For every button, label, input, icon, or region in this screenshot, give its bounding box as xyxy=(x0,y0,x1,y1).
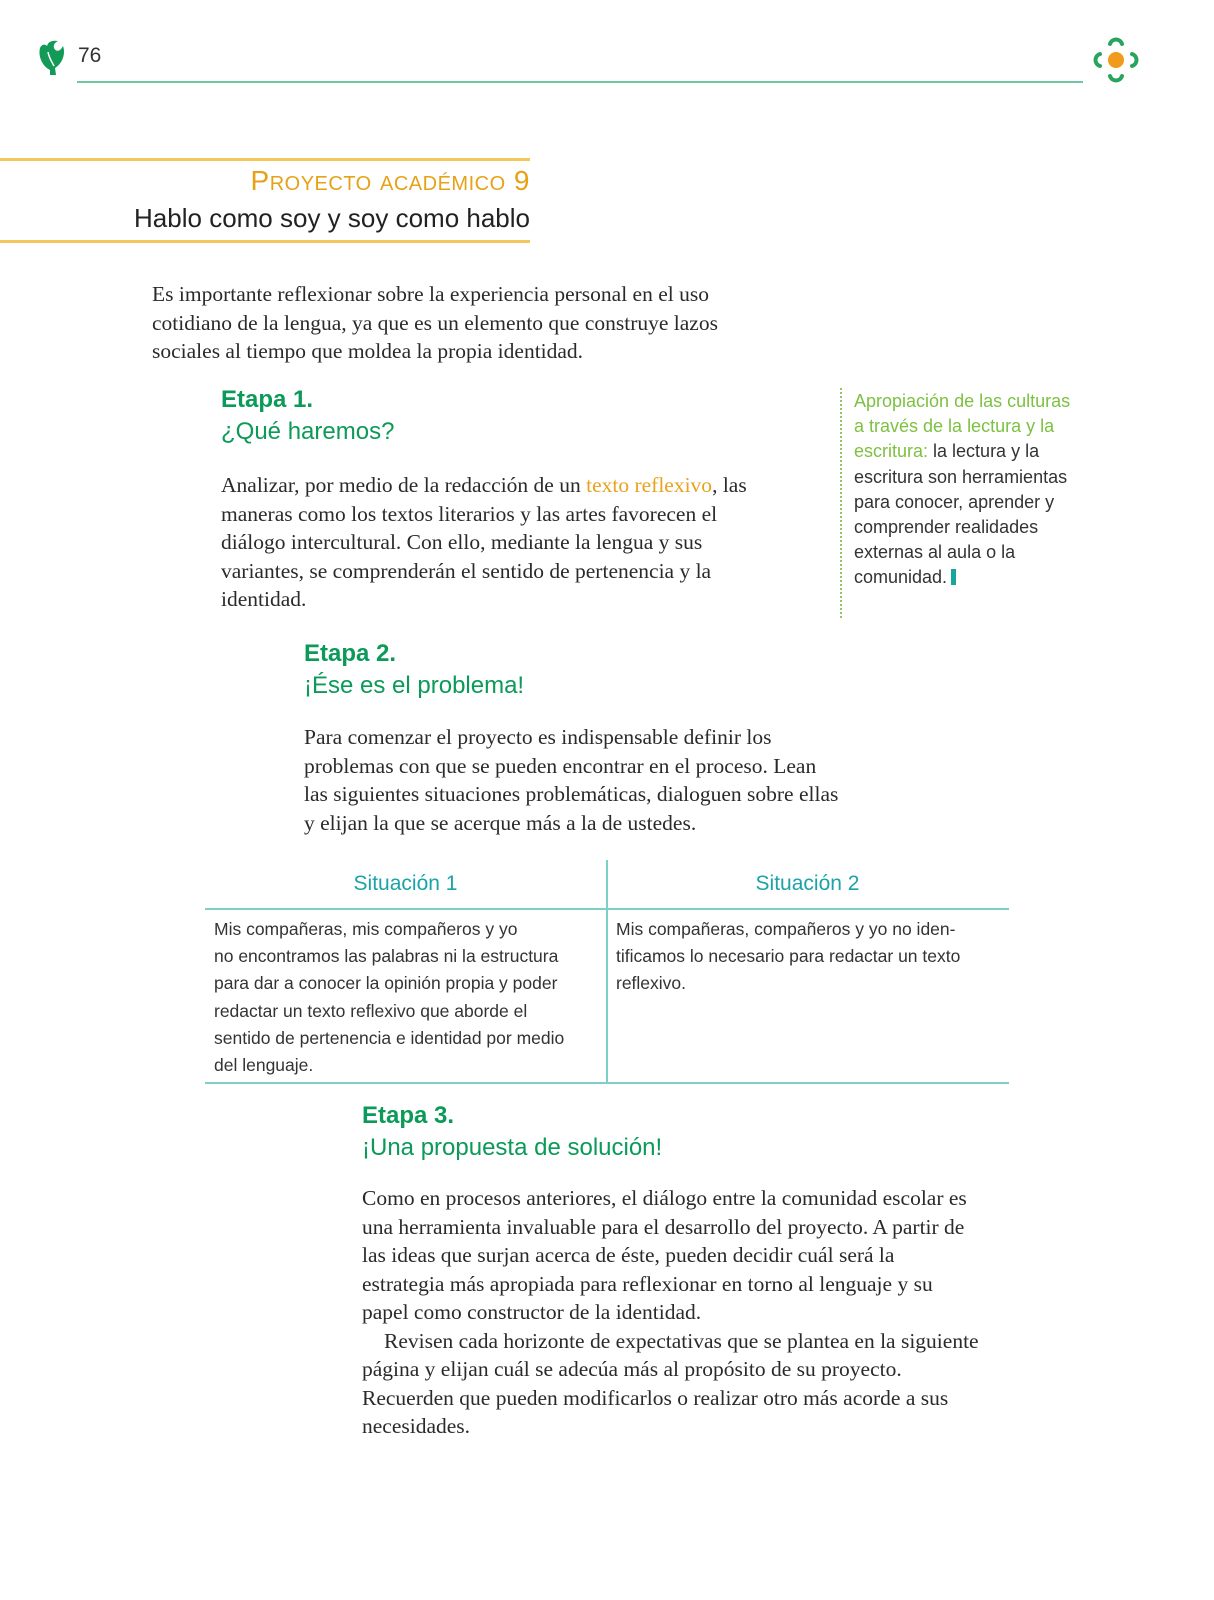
situation-1-cell xyxy=(214,916,599,1079)
situation-1-line: no encontramos las palabras ni la estructura xyxy=(214,946,559,967)
stage-2-heading: Etapa 2. xyxy=(304,640,397,667)
stage-3-heading: Etapa 3. xyxy=(362,1102,455,1129)
situation-1-line: sentido de pertenencia e identidad por medio xyxy=(214,1027,565,1048)
situation-1-line: redactar un texto reflexivo que aborde el xyxy=(214,1000,528,1021)
stage-3-subheading: ¡Una propuesta de solución! xyxy=(362,1134,663,1161)
stage-2-subheading: ¡Ése es el problema! xyxy=(304,672,525,699)
header-rule xyxy=(77,81,1083,83)
situations-table xyxy=(205,860,1009,1084)
situation-2-line: Mis compañeras, compañeros y yo no iden- xyxy=(616,919,956,939)
stage-2-paragraph: Para comenzar el proyecto es indispensable definir los problemas con que se pueden encontrar en el proceso. Lean las siguientes situaciones problemáticas, dialoguen sobre ellas y elijan la que se acerque más a la de ustedes. xyxy=(304,725,839,835)
project-kicker: Proyecto académico 9 xyxy=(250,165,530,196)
hand-leaf-icon xyxy=(36,40,68,76)
situation-1-header: Situación 1 xyxy=(353,872,458,895)
end-mark-icon xyxy=(951,569,956,585)
stage-3-text xyxy=(362,1184,982,1441)
stage-2-heading-block xyxy=(304,638,524,702)
situation-1-line: para dar a conocer la opinión propia y poder xyxy=(214,973,558,994)
situation-2-line: tificamos lo necesario para redactar un texto xyxy=(616,946,961,967)
situation-1-line: Mis compañeras, mis compañeros y yo xyxy=(214,919,518,939)
banner-rule-bottom xyxy=(0,240,530,243)
table-bottom-rule xyxy=(205,1082,1009,1084)
stage-1-paragraph xyxy=(221,471,781,614)
sidebar-title: Apropiación de las culturas a través de la lectura y la escritura: xyxy=(854,391,1071,462)
sidebar-body: la lectura y la escritura son herramientas para conocer, aprender y comprender realidades externas al aula o la comunidad. xyxy=(854,441,1068,588)
situation-2-cell xyxy=(616,916,1001,998)
stage-3-paragraph-1: Como en procesos anteriores, el diálogo entre la comunidad escolar es una herramienta invaluable para el desarrollo del proyecto. A partir de las ideas que surjan acerca de éste, pueden decidir cuál será la estrategia más apropiada para reflexionar en torno al lenguaje y su papel como constructor de la identidad. xyxy=(362,1186,967,1324)
situation-2-header: Situación 2 xyxy=(755,872,860,895)
sun-flower-icon xyxy=(1090,35,1142,85)
situation-1-line: del lenguaje. xyxy=(214,1055,314,1076)
glossary-term-texto-reflexivo: texto reflexivo xyxy=(586,473,713,497)
sidebar-dotted-rule xyxy=(840,388,842,618)
stage-3-paragraph-2: Revisen cada horizonte de expectativas que se plantea en la siguiente página y elijan cuál se adecúa más al propósito de su proyecto. Recuerden que pueden modificarlos o realizar otro más acorde a sus necesidades. xyxy=(362,1328,979,1438)
sidebar-note xyxy=(854,389,1084,591)
intro-paragraph: Es importante reflexionar sobre la experiencia personal en el uso cotidiano de la lengua, ya que es un elemento que construye lazos sociales al tiempo que moldea la propia identidad. xyxy=(152,282,718,363)
situation-2-line: reflexivo. xyxy=(616,973,687,994)
page-number: 76 xyxy=(78,44,102,67)
table-header-rule xyxy=(205,908,1009,910)
banner-rule-top xyxy=(0,158,530,161)
stage-1-text-before: Analizar, por medio de la redacción de un xyxy=(221,473,587,497)
stage-1-subheading: ¿Qué haremos? xyxy=(221,418,395,445)
stage-1-heading-block xyxy=(221,384,394,448)
stage-3-heading-block xyxy=(362,1100,662,1164)
stage-1-text-after: , las maneras como los textos literarios y las artes favorecen el diálogo intercultural. Con ello, mediante la lengua y sus variantes, se comprenderán el sentido de pertenencia y la identidad. xyxy=(221,473,747,611)
project-title: Hablo como soy y soy como hablo xyxy=(134,203,530,233)
stage-1-heading: Etapa 1. xyxy=(221,386,314,413)
